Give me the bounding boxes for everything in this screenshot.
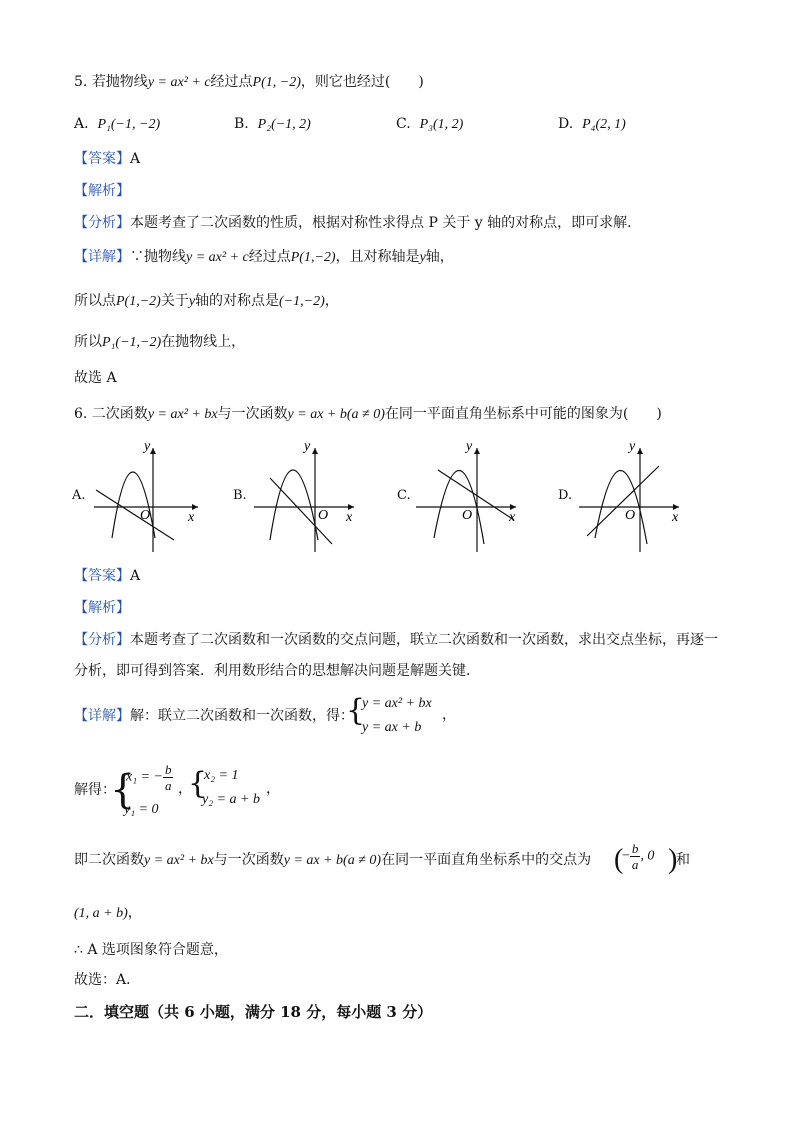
q6-choose: 故选：A． xyxy=(74,972,141,988)
graph-b[interactable] xyxy=(250,440,365,555)
graph-b-x-label: x xyxy=(346,510,353,525)
graph-label-a[interactable]: A. xyxy=(72,488,86,503)
system-brace-1: { xyxy=(346,693,366,728)
q5-analysis-heading: 【解析】 xyxy=(74,183,130,199)
graph-b-origin: O xyxy=(318,508,329,523)
graph-label-b[interactable]: B. xyxy=(233,488,247,503)
graph-b-y-label: y xyxy=(304,440,311,454)
q5-stem: 5. 若抛物线y = ax² + c经过点P(1, −2)，则它也经过( ) xyxy=(74,74,424,90)
q5-option-a[interactable]: A. P₁(−1, −2) xyxy=(74,116,161,132)
q6-intersection-point-2: (1, a + b)， xyxy=(74,905,142,921)
graph-c-y-label: y xyxy=(466,440,473,454)
q5-option-d[interactable]: D. P₄(2, 1) xyxy=(558,116,626,132)
graph-label-d[interactable]: D. xyxy=(558,488,573,503)
q6-number: 6. xyxy=(74,406,88,422)
q5-equation: y = ax² + c xyxy=(147,75,211,90)
q5-detail-line-3: 所以P₁(−1,−2)在抛物线上， xyxy=(74,334,246,350)
solution-1-x: x₁ = − $\frac{b}{a}$ xyxy=(126,762,172,793)
q6-answer: 【答案】A xyxy=(74,568,141,584)
graph-a-origin: O xyxy=(140,508,151,523)
graph-d-origin: O xyxy=(625,508,636,523)
section-heading: 二．填空题（共 6 小题，满分 18 分，每小题 3 分） xyxy=(74,1003,433,1021)
q5-number: 5. xyxy=(74,74,88,90)
intersection-point-1: − $\frac{b}{a}$ , 0 xyxy=(622,841,655,872)
q5-detail-line-2: 所以点P(1,−2)关于y轴的对称点是(−1,−2)， xyxy=(74,293,339,309)
q5-answer: 【答案】A xyxy=(74,151,141,167)
q6-solve-label: 解得： xyxy=(74,782,116,798)
q5-detail-line-4: 故选 A xyxy=(74,370,117,386)
q6-stem: 6. 二次函数y = ax² + bx与一次函数y = ax + b(a ≠ 0)在同一平面直角坐标系中可能的图象为( ) xyxy=(74,406,662,422)
q6-detail-line-1: 【详解】解：联立二次函数和一次函数，得： xyxy=(74,708,354,724)
graph-c-origin: O xyxy=(462,508,473,523)
q5-option-b[interactable]: B. P₂(−1, 2) xyxy=(234,116,311,132)
q6-intersection-line: 即二次函数y = ax² + bx与一次函数y = ax + b(a ≠ 0)在同一平面直角坐标系中的交点为 xyxy=(74,852,592,868)
graph-d[interactable] xyxy=(575,440,690,555)
q6-therefore: ∴ A 选项图象符合题意， xyxy=(74,942,228,958)
q6-fenxi-line-2: 分析，即可得到答案．利用数形结合的思想解决问题是解题关键． xyxy=(74,663,480,679)
graph-d-y-label: y xyxy=(629,440,636,454)
q5-option-c[interactable]: C. P₃(1, 2) xyxy=(396,116,464,132)
solution-1-y: y₁ = 0 xyxy=(124,802,159,817)
graph-a-x-label: x xyxy=(188,510,195,525)
q5-detail-line-1: 【详解】∵抛物线y = ax² + c经过点P(1,−2)，且对称轴是y轴， xyxy=(74,249,454,265)
solution-brace-1: { xyxy=(110,767,136,813)
graph-a[interactable] xyxy=(88,440,208,555)
graph-c-x-label: x xyxy=(509,510,516,525)
system-eq-1b: y = ax + b xyxy=(362,720,422,735)
q6-analysis-heading: 【解析】 xyxy=(74,600,130,616)
q5-point: P(1, −2) xyxy=(252,75,301,90)
q5-fenxi: 【分析】本题考查了二次函数的性质，根据对称性求得点 P 关于 y 轴的对称点，即可求解． xyxy=(74,215,642,231)
solution-brace-2: { xyxy=(188,766,208,801)
graph-c[interactable] xyxy=(412,440,527,555)
graph-label-c[interactable]: C. xyxy=(397,488,411,503)
solution-2-y: y₂ = a + b xyxy=(202,792,260,807)
system-eq-1a: y = ax² + bx xyxy=(362,696,432,711)
q6-fenxi-line-1: 【分析】本题考查了二次函数和一次函数的交点问题，联立二次函数和一次函数，求出交点坐标，再逐一 xyxy=(74,632,718,648)
solution-2-x: x₂ = 1 xyxy=(204,768,239,783)
graph-d-x-label: x xyxy=(672,510,679,525)
graph-a-y-label: y xyxy=(144,440,151,454)
